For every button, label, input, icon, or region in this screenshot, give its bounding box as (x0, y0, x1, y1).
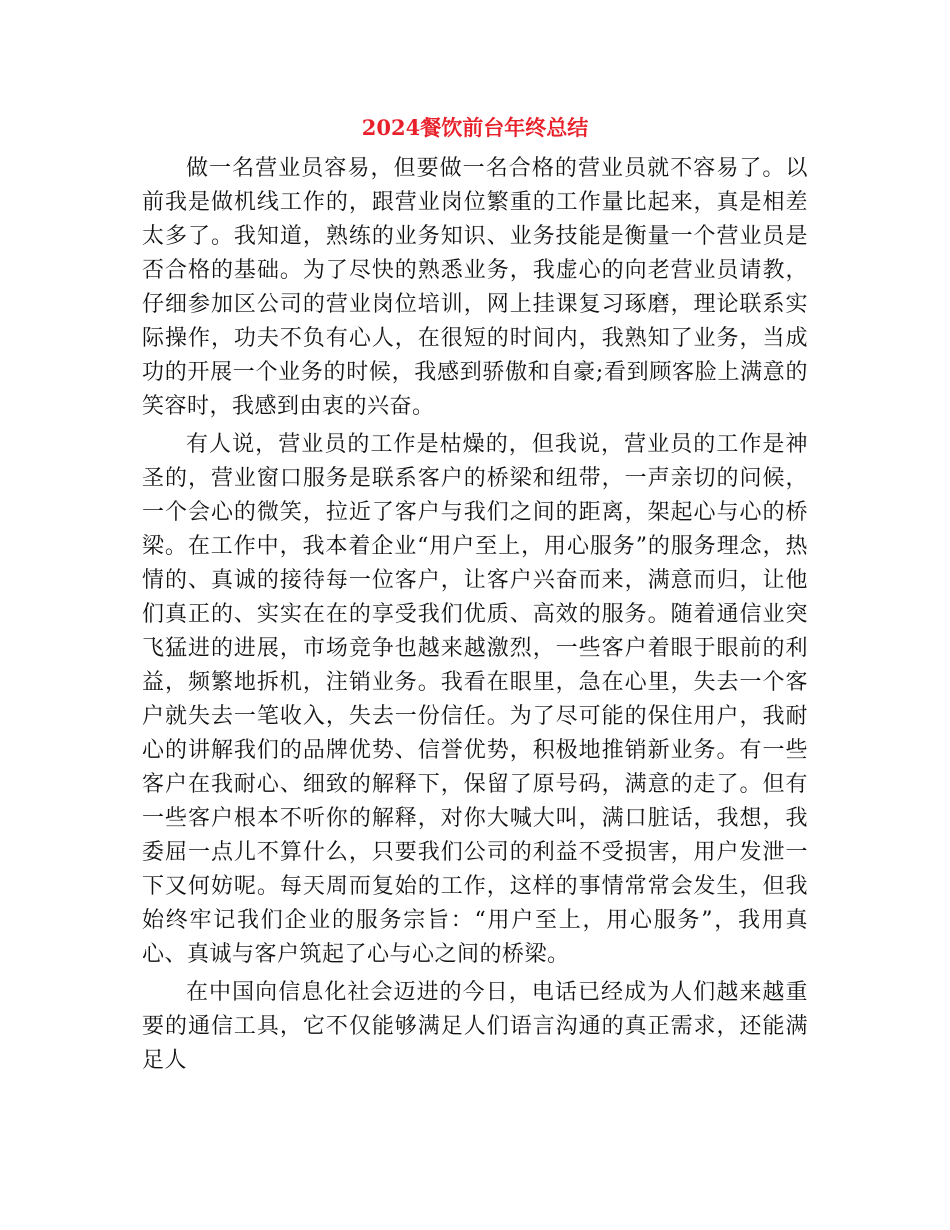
paragraph-2: 有人说，营业员的工作是枯燥的，但我说，营业员的工作是神圣的，营业窗口服务是联系客户的桥梁和纽带，一声亲切的问候，一个会心的微笑，拉近了客户与我们之间的距离，架起心与心的桥梁。在工作中，我本着企业“用户至上，用心服务”的服务理念，热情的、真诚的接待每一位客户，让客户兴奋而来，满意而归，让他们真正的、实实在在的享受我们优质、高效的服务。随着通信业突飞猛进的进展，市场竞争也越来越激烈，一些客户着眼于眼前的利益，频繁地拆机，注销业务。我看在眼里，急在心里，失去一个客户就失去一笔收入，失去一份信任。为了尽可能的保住用户，我耐心的讲解我们的品牌优势、信誉优势，积极地推销新业务。有一些客户在我耐心、细致的解释下，保留了原号码，满意的走了。但有一些客户根本不听你的解释，对你大喊大叫，满口脏话，我想，我委屈一点儿不算什么，只要我们公司的利益不受损害，用户发泄一下又何妨呢。每天周而复始的工作，这样的事情常常会发生，但我始终牢记我们企业的服务宗旨：“用户至上，用心服务”，我用真心、真诚与客户筑起了心与心之间的桥梁。 (142, 432, 808, 967)
paragraph-3: 在中国向信息化社会迈进的今日，电话已经成为人们越来越重要的通信工具，它不仅能够满足人们语言沟通的真正需求，还能满足人 (142, 980, 808, 1073)
document-body (142, 152, 808, 1082)
paragraph-1: 做一名营业员容易，但要做一名合格的营业员就不容易了。以前我是做机线工作的，跟营业岗位繁重的工作量比起来，真是相差太多了。我知道，熟练的业务知识、业务技能是衡量一个营业员是否合格的基础。为了尽快的熟悉业务，我虚心的向老营业员请教，仔细参加区公司的营业岗位培训，网上挂课复习琢磨，理论联系实际操作，功夫不负有心人，在很短的时间内，我熟知了业务，当成功的开展一个业务的时候，我感到骄傲和自豪;看到顾客脸上满意的笑容时，我感到由衷的兴奋。 (142, 156, 808, 419)
document-title: 2024餐饮前台年终总结 (361, 115, 589, 140)
